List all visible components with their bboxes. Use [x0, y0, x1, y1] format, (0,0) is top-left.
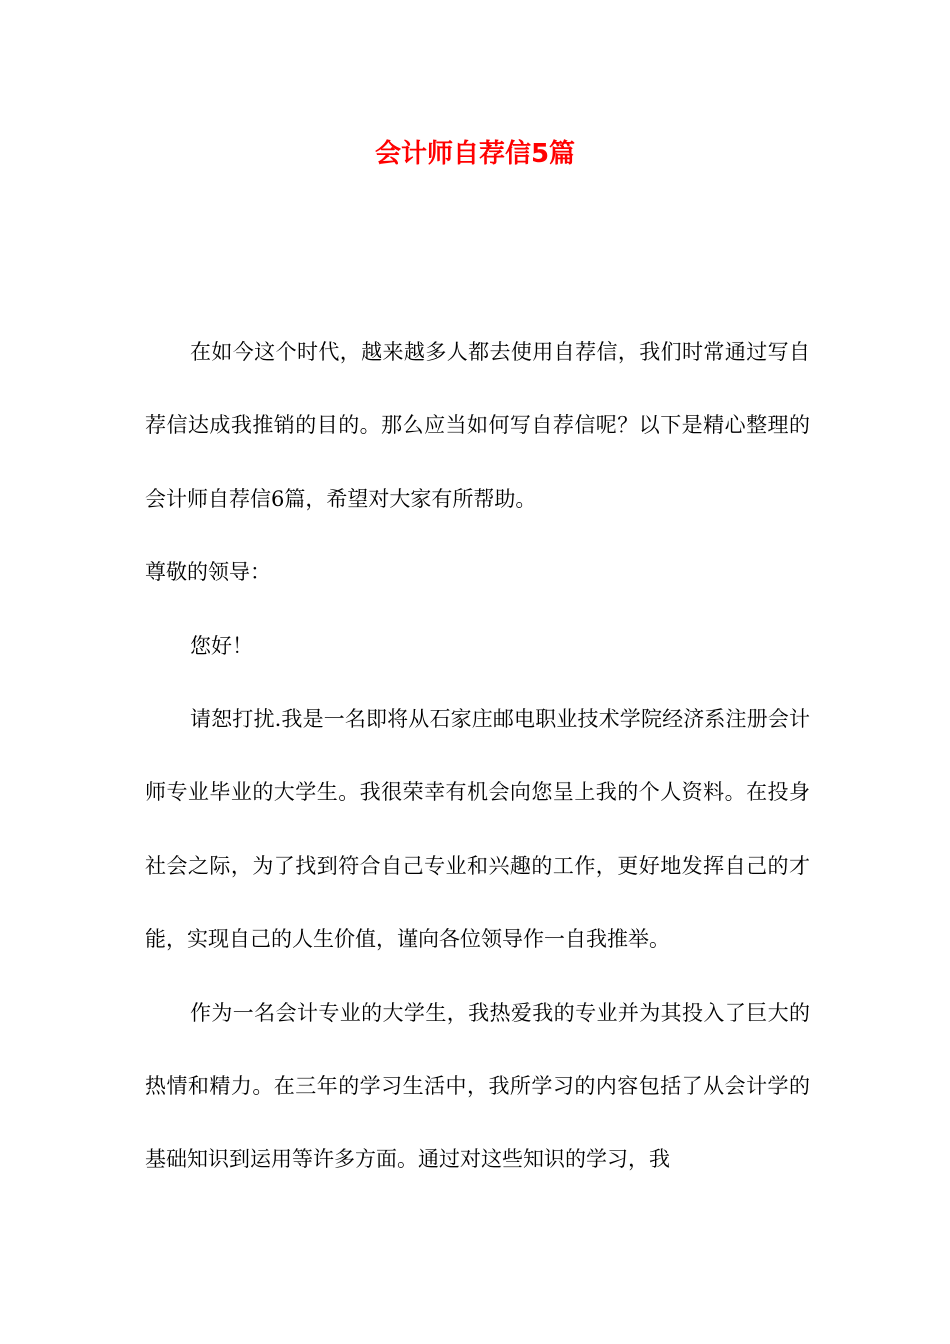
- major-paragraph: 作为一名会计专业的大学生，我热爱我的专业并为其投入了巨大的热情和精力。在三年的学习生活中，我所学习的内容包括了从会计学的基础知识到运用等许多方面。通过对这些知识的学习，我: [145, 1000, 810, 1172]
- salutation: 尊敬的领导：: [145, 560, 271, 585]
- intro-paragraph: 在如今这个时代，越来越多人都去使用自荐信，我们时常通过写自荐信达成我推销的目的。那么应当如何写自荐信呢？以下是精心整理的会计师自荐信6篇，希望对大家有所帮助。: [145, 340, 810, 511]
- document-body: [145, 316, 810, 1197]
- greeting: 您好！: [190, 633, 253, 658]
- self-introduction-paragraph: 请恕打扰.我是一名即将从石家庄邮电职业技术学院经济系注册会计师专业毕业的大学生。我很荣幸有机会向您呈上我的个人资料。在投身社会之际，为了找到符合自己专业和兴趣的工作，更好地发挥自己的才能，实现自己的人生价值，谨向各位领导作一自我推举。: [145, 707, 810, 952]
- document-title: 会计师自荐信5篇: [374, 139, 576, 169]
